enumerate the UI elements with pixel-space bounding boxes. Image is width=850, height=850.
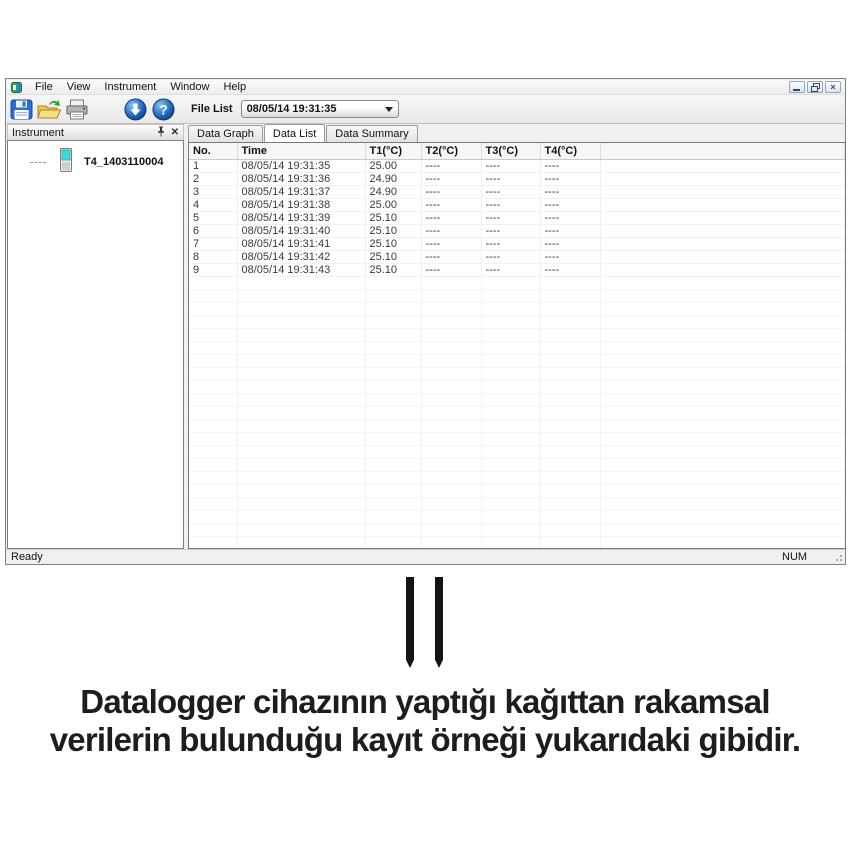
download-icon (124, 98, 147, 121)
file-list-label: File List (191, 103, 233, 115)
data-list-table (188, 142, 846, 549)
table-cell: 08/05/14 19:31:41 (237, 237, 365, 250)
file-list-dropdown[interactable] (241, 100, 399, 118)
col-header-t4[interactable]: T4(°C) (540, 143, 600, 159)
table-cell: 8 (189, 250, 237, 263)
table-cell: 9 (189, 263, 237, 276)
empty-row (189, 523, 845, 536)
table-cell: 08/05/14 19:31:37 (237, 185, 365, 198)
empty-row (189, 445, 845, 458)
tab-data-list[interactable]: Data List (264, 124, 325, 142)
table-cell: 5 (189, 211, 237, 224)
table-header-row (189, 143, 845, 159)
equals-bar-left (406, 577, 414, 668)
datalogger-device-icon (60, 148, 72, 177)
tree-item-device[interactable] (8, 149, 183, 175)
col-header-filler (600, 143, 845, 159)
table-cell: ---- (540, 263, 600, 276)
table-body (189, 159, 845, 549)
table-cell: 4 (189, 198, 237, 211)
table-cell: ---- (421, 224, 481, 237)
chevron-down-icon (385, 107, 393, 112)
status-bar (7, 549, 844, 563)
tree-connector (30, 162, 46, 163)
table-cell: ---- (540, 211, 600, 224)
table-cell: ---- (481, 211, 540, 224)
table-cell: ---- (421, 211, 481, 224)
empty-row (189, 419, 845, 432)
tab-bar (188, 124, 844, 142)
table-cell: 08/05/14 19:31:38 (237, 198, 365, 211)
table-cell: 08/05/14 19:31:35 (237, 159, 365, 172)
table-cell: 6 (189, 224, 237, 237)
table-cell: ---- (481, 172, 540, 185)
table-cell: ---- (481, 237, 540, 250)
restore-icon (811, 83, 820, 92)
table-cell: 25.10 (365, 250, 421, 263)
app-window (5, 78, 846, 565)
instrument-tree (7, 140, 184, 549)
table-row[interactable] (189, 185, 845, 198)
toolbar (7, 95, 844, 124)
col-header-t2[interactable]: T2(°C) (421, 143, 481, 159)
pin-button[interactable] (156, 126, 166, 140)
table-cell: 2 (189, 172, 237, 185)
empty-row (189, 354, 845, 367)
table-cell: ---- (481, 198, 540, 211)
table-row[interactable] (189, 224, 845, 237)
menu-bar (7, 80, 844, 95)
table-cell: ---- (421, 172, 481, 185)
table-row[interactable] (189, 250, 845, 263)
table-cell: 25.10 (365, 224, 421, 237)
table-cell: ---- (481, 159, 540, 172)
tab-data-summary[interactable]: Data Summary (326, 125, 417, 142)
table-cell: ---- (540, 185, 600, 198)
close-button[interactable]: × (825, 81, 841, 93)
table-cell: ---- (540, 224, 600, 237)
panel-close-button[interactable]: ✕ (170, 126, 179, 138)
table-cell: 08/05/14 19:31:36 (237, 172, 365, 185)
empty-row (189, 328, 845, 341)
table-row[interactable] (189, 263, 845, 276)
col-header-no[interactable]: No. (189, 143, 237, 159)
window-controls (789, 81, 844, 93)
table-cell: 25.00 (365, 198, 421, 211)
empty-row (189, 484, 845, 497)
table-cell: ---- (540, 172, 600, 185)
empty-row (189, 432, 845, 445)
table-cell: 25.10 (365, 263, 421, 276)
help-button[interactable] (149, 96, 177, 122)
caption-line-1: Datalogger cihazının yaptığı kağıttan rakamsal (80, 683, 770, 720)
empty-row (189, 276, 845, 289)
table-cell: 08/05/14 19:31:40 (237, 224, 365, 237)
download-button[interactable] (121, 96, 149, 122)
tab-data-graph[interactable]: Data Graph (188, 125, 263, 142)
table-cell: ---- (481, 185, 540, 198)
table-cell: ---- (481, 263, 540, 276)
empty-row (189, 341, 845, 354)
equals-symbol (406, 577, 443, 668)
save-button[interactable] (7, 96, 35, 122)
table-cell: 08/05/14 19:31:39 (237, 211, 365, 224)
table-cell: ---- (540, 250, 600, 263)
instrument-panel (7, 124, 184, 549)
col-header-t1[interactable]: T1(°C) (365, 143, 421, 159)
printer-icon (65, 99, 89, 120)
pushpin-icon (156, 126, 166, 137)
restore-button[interactable] (807, 81, 823, 93)
caption-line-2: verilerin bulunduğu kayıt örneği yukarıdaki gibidir. (49, 721, 801, 758)
table-cell: ---- (421, 159, 481, 172)
minimize-icon (793, 83, 801, 91)
table-cell: 25.10 (365, 237, 421, 250)
resize-grip[interactable] (833, 552, 843, 562)
table-cell: 1 (189, 159, 237, 172)
minimize-button[interactable] (789, 81, 805, 93)
empty-row (189, 289, 845, 302)
device-label: T4_1403110004 (84, 156, 164, 168)
table-cell: 3 (189, 185, 237, 198)
open-button[interactable] (35, 96, 63, 122)
empty-row (189, 471, 845, 484)
empty-row (189, 380, 845, 393)
table-cell: ---- (421, 185, 481, 198)
col-header-t3[interactable]: T3(°C) (481, 143, 540, 159)
table-row[interactable] (189, 159, 845, 172)
table-row[interactable] (189, 172, 845, 185)
table-cell: 24.90 (365, 185, 421, 198)
empty-row (189, 458, 845, 471)
table-cell: ---- (421, 250, 481, 263)
menu-window[interactable]: Window (170, 81, 210, 93)
table-cell: ---- (481, 250, 540, 263)
empty-row (189, 302, 845, 315)
file-list-value: 08/05/14 19:31:35 (246, 103, 337, 115)
table-cell: 08/05/14 19:31:43 (237, 263, 365, 276)
empty-row (189, 315, 845, 328)
table-cell: 24.90 (365, 172, 421, 185)
status-text: Ready (11, 551, 43, 563)
instrument-panel-title: Instrument (12, 126, 64, 139)
caption (0, 683, 850, 759)
app-icon (11, 82, 22, 93)
col-header-time[interactable]: Time (237, 143, 365, 159)
empty-row (189, 497, 845, 510)
empty-row (189, 536, 845, 549)
table-cell: ---- (421, 198, 481, 211)
table-row[interactable] (189, 237, 845, 250)
empty-row (189, 367, 845, 380)
table-cell: ---- (421, 263, 481, 276)
num-lock-indicator: NUM (782, 551, 808, 563)
menu-instrument[interactable]: Instrument (104, 81, 157, 93)
table-cell: ---- (481, 224, 540, 237)
menu-help[interactable]: Help (223, 81, 247, 93)
print-button[interactable] (63, 96, 91, 122)
table-row[interactable] (189, 211, 845, 224)
table-cell: 25.10 (365, 211, 421, 224)
table-row[interactable] (189, 198, 845, 211)
menu-file[interactable]: File (35, 81, 53, 93)
instrument-panel-header (7, 124, 184, 140)
table-cell: ---- (421, 237, 481, 250)
svg-text:?: ? (158, 101, 168, 117)
table-cell: 25.00 (365, 159, 421, 172)
table-cell: ---- (540, 159, 600, 172)
table-cell: 08/05/14 19:31:42 (237, 250, 365, 263)
empty-row (189, 406, 845, 419)
open-folder-icon (36, 98, 62, 120)
table-cell: ---- (540, 198, 600, 211)
table-cell: 7 (189, 237, 237, 250)
help-icon (152, 98, 175, 121)
menu-view[interactable]: View (66, 81, 91, 93)
empty-row (189, 510, 845, 523)
table-cell: ---- (540, 237, 600, 250)
empty-row (189, 393, 845, 406)
save-floppy-icon (10, 99, 33, 120)
equals-bar-right (435, 577, 443, 668)
